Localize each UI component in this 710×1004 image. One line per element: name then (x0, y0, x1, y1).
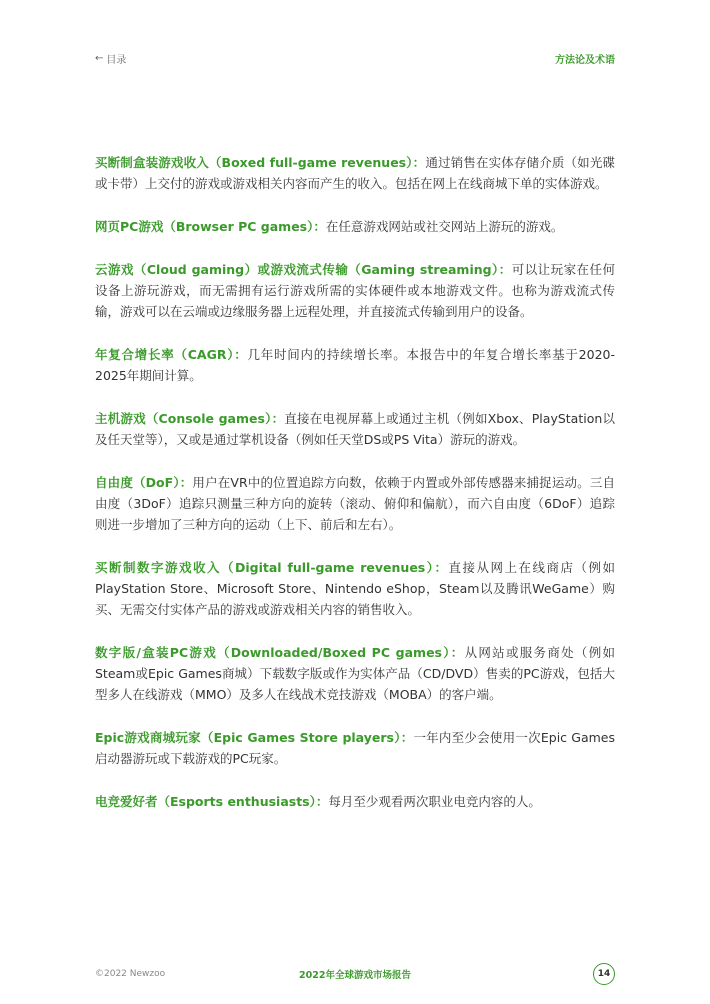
page-footer (95, 963, 615, 985)
term-definition: 可以让玩家在任何设备上游玩游戏，而无需拥有运行游戏所需的实体硬件或本地游戏文件。也称为游戏流式传输，游戏可以在云端或边缘服务器上远程处理，并直接流式传输到用户的设备。 (95, 262, 615, 319)
toc-label: 目录 (106, 54, 127, 66)
term-name: 自由度（DoF）： (95, 475, 193, 490)
glossary-entry (95, 344, 615, 386)
term-name: 主机游戏（Console games）： (95, 411, 285, 426)
term-name: 电竞爱好者（Esports enthusiasts）： (95, 794, 329, 809)
glossary-entry (95, 642, 615, 705)
term-name: 网页PC游戏（Browser PC games）： (95, 219, 326, 234)
copyright-text: ©2022 Newzoo (95, 969, 166, 979)
term-definition: 每月至少观看两次职业电竞内容的人。 (328, 794, 541, 809)
glossary-entry (95, 727, 615, 769)
term-name: 买断制盒装游戏收入（Boxed full-game revenues）： (95, 155, 426, 170)
glossary-entry (95, 557, 615, 620)
glossary-entry (95, 259, 615, 322)
back-arrow-icon: ← (95, 52, 104, 64)
glossary-entry (95, 152, 615, 194)
term-name: 年复合增长率（CAGR）： (95, 347, 248, 362)
term-definition: 用户在VR中的位置追踪方向数，依赖于内置或外部传感器来捕捉运动。三自由度（3DoF）追踪只测量三种方向的旋转（滚动、俯仰和偏航），而六自由度（6DoF）追踪则进一步增加了三种方向的运动（上下、前后和左右）。 (95, 475, 615, 532)
term-definition: 直接在电视屏幕上或通过主机（例如Xbox、PlayStation以及任天堂等），又或是通过掌机设备（例如任天堂DS或PS Vita）游玩的游戏。 (95, 411, 615, 447)
page-header (95, 50, 615, 66)
term-definition: 通过销售在实体存储介质（如光碟或卡带）上交付的游戏或游戏相关内容而产生的收入。包括在网上在线商城下单的实体游戏。 (95, 155, 615, 191)
term-definition: 直接从网上在线商店（例如PlayStation Store、Microsoft Store、Nintendo eShop，Steam以及腾讯WeGame）购买、无需交付实体产品的游戏或游戏相关内容的销售收入。 (95, 560, 615, 617)
toc-back-link[interactable] (95, 51, 126, 66)
term-name: 数字版/盒装PC游戏（Downloaded/Boxed PC games）： (95, 645, 465, 660)
term-definition: 在任意游戏网站或社交网站上游玩的游戏。 (325, 219, 564, 234)
term-definition: 一年内至少会使用一次Epic Games启动器游玩或下载游戏的PC玩家。 (95, 730, 615, 766)
term-name: 云游戏（Cloud gaming）或游戏流式传输（Gaming streaming）： (95, 262, 512, 277)
glossary-entry (95, 216, 615, 237)
glossary-entry (95, 472, 615, 535)
glossary-list (95, 152, 615, 834)
term-name: 买断制数字游戏收入（Digital full-game revenues）： (95, 560, 449, 575)
glossary-entry (95, 408, 615, 450)
term-definition: 几年时间内的持续增长率。本报告中的年复合增长率基于2020-2025年期间计算。 (95, 347, 615, 383)
term-definition: 从网站或服务商处（例如Steam或Epic Games商城）下载数字版或作为实体产品（CD/DVD）售卖的PC游戏，包括大型多人在线游戏（MMO）及多人在线战术竞技游戏（MOBA）的客户端。 (95, 645, 615, 702)
term-name: Epic游戏商城玩家（Epic Games Store players）： (95, 730, 414, 745)
report-title: 2022年全球游戏市场报告 (299, 970, 411, 981)
section-title: 方法论及术语 (555, 54, 615, 66)
page-number-badge: 14 (593, 963, 615, 985)
glossary-entry (95, 791, 615, 812)
